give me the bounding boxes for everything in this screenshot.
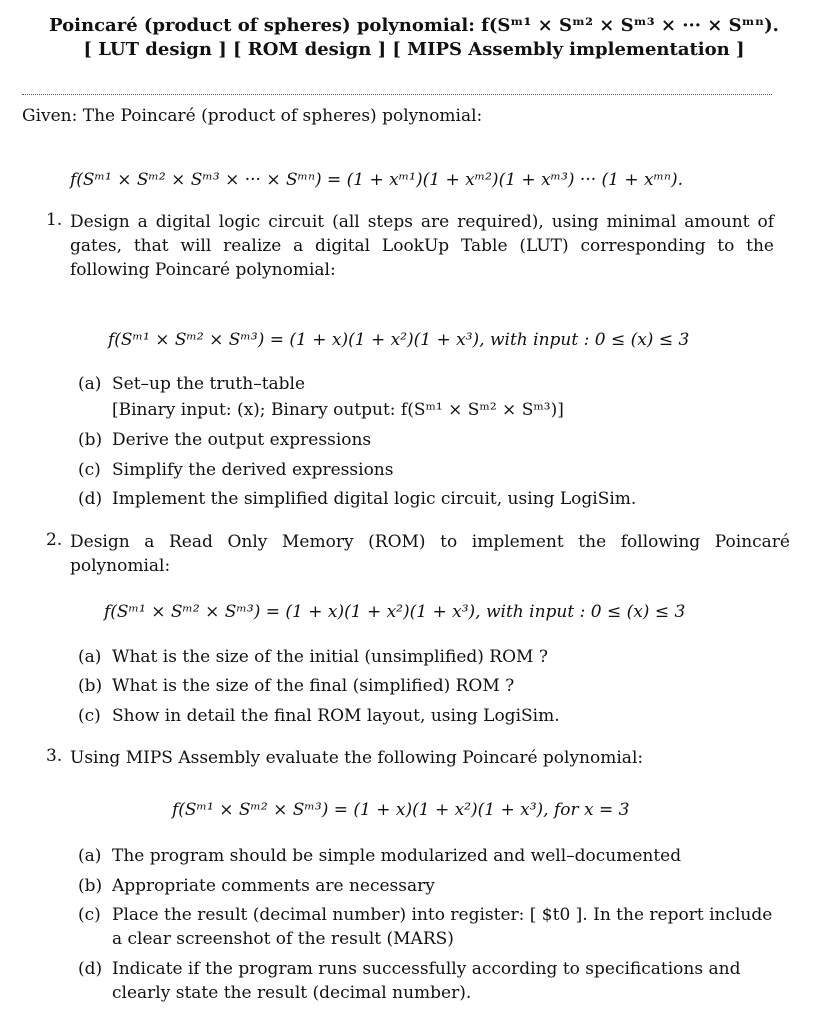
q3-item-c-label: (c)	[78, 905, 101, 925]
q3-item-d	[78, 957, 778, 1005]
question-1-formula: f(Sᵐ¹ × Sᵐ² × Sᵐ³) = (1 + x)(1 + x²)(1 + x³), with input : 0 ≤ (x) ≤ 3	[108, 330, 690, 350]
q3-item-a-text: The program should be simple modularized and well–documented	[112, 846, 682, 866]
q2-item-b-label: (b)	[78, 676, 103, 696]
title-line-1: Poincaré (product of spheres) polynomial: f(Sᵐ¹ × Sᵐ² × Sᵐ³ × ··· × Sᵐⁿ).	[49, 15, 779, 36]
q1-item-d	[78, 487, 636, 511]
q1-item-a-label: (a)	[78, 374, 102, 394]
question-1-number: 1.	[46, 210, 63, 230]
q1-item-d-text: Implement the simplified digital logic circuit, using LogiSim.	[112, 489, 637, 509]
q1-item-b-text: Derive the output expressions	[112, 430, 372, 450]
title-line-2: [ LUT design ] [ ROM design ] [ MIPS Assembly implementation ]	[83, 39, 745, 60]
q1-item-c-text: Simplify the derived expressions	[112, 460, 394, 480]
question-3-formula: f(Sᵐ¹ × Sᵐ² × Sᵐ³) = (1 + x)(1 + x²)(1 + x³), for x = 3	[172, 800, 630, 820]
question-2-number: 2.	[46, 530, 63, 550]
q3-item-a	[78, 844, 681, 868]
q2-item-a-text: What is the size of the initial (unsimplified) ROM ?	[112, 647, 548, 667]
q1-item-a-text2: [Binary input: (x); Binary output: f(Sᵐ¹ × Sᵐ² × Sᵐ³)]	[112, 400, 564, 420]
question-3-text: Using MIPS Assembly evaluate the following Poincaré polynomial:	[70, 748, 644, 768]
question-2-text: Design a Read Only Memory (ROM) to implement the following Poincaré polynomial:	[70, 532, 790, 576]
q1-item-c-label: (c)	[78, 460, 101, 480]
dotted-divider	[22, 94, 772, 95]
q3-item-c	[78, 903, 778, 951]
q2-item-c-text: Show in detail the final ROM layout, using LogiSim.	[112, 706, 560, 726]
question-3-number: 3.	[46, 746, 63, 766]
q3-item-d-label: (d)	[78, 959, 103, 979]
q1-item-a-text: Set–up the truth–table	[112, 374, 306, 394]
q2-item-b	[78, 674, 514, 698]
q1-item-b	[78, 428, 371, 452]
q2-item-c	[78, 704, 560, 728]
question-1-text: Design a digital logic circuit (all steps are required), using minimal amount of gates, that will realize a digital LookUp Table (LUT) corresponding to the following Poincaré polynomial:	[70, 212, 774, 280]
q3-item-d-text: Indicate if the program runs successfully according to specifications and clearly state the result (decimal number).	[112, 959, 741, 1003]
question-2-formula: f(Sᵐ¹ × Sᵐ² × Sᵐ³) = (1 + x)(1 + x²)(1 + x³), with input : 0 ≤ (x) ≤ 3	[104, 602, 686, 622]
q2-item-a-label: (a)	[78, 647, 102, 667]
q2-item-c-label: (c)	[78, 706, 101, 726]
q1-item-a	[78, 372, 305, 396]
given-formula: f(Sᵐ¹ × Sᵐ² × Sᵐ³ × ··· × Sᵐⁿ) = (1 + xᵐ¹)(1 + xᵐ²)(1 + xᵐ³) ··· (1 + xᵐⁿ).	[70, 170, 683, 190]
q1-item-d-label: (d)	[78, 489, 103, 509]
q1-item-b-label: (b)	[78, 430, 103, 450]
q1-item-c	[78, 458, 393, 482]
given-intro: Given: The Poincaré (product of spheres) polynomial:	[22, 106, 483, 126]
q3-item-b	[78, 874, 435, 898]
q3-item-b-label: (b)	[78, 876, 103, 896]
q3-item-c-text: Place the result (decimal number) into register: [ $t0 ]. In the report include a clear screenshot of the result (MARS)	[112, 905, 773, 949]
q3-item-b-text: Appropriate comments are necessary	[112, 876, 435, 896]
q2-item-a	[78, 645, 548, 669]
q3-item-a-label: (a)	[78, 846, 102, 866]
q2-item-b-text: What is the size of the final (simplified) ROM ?	[112, 676, 515, 696]
